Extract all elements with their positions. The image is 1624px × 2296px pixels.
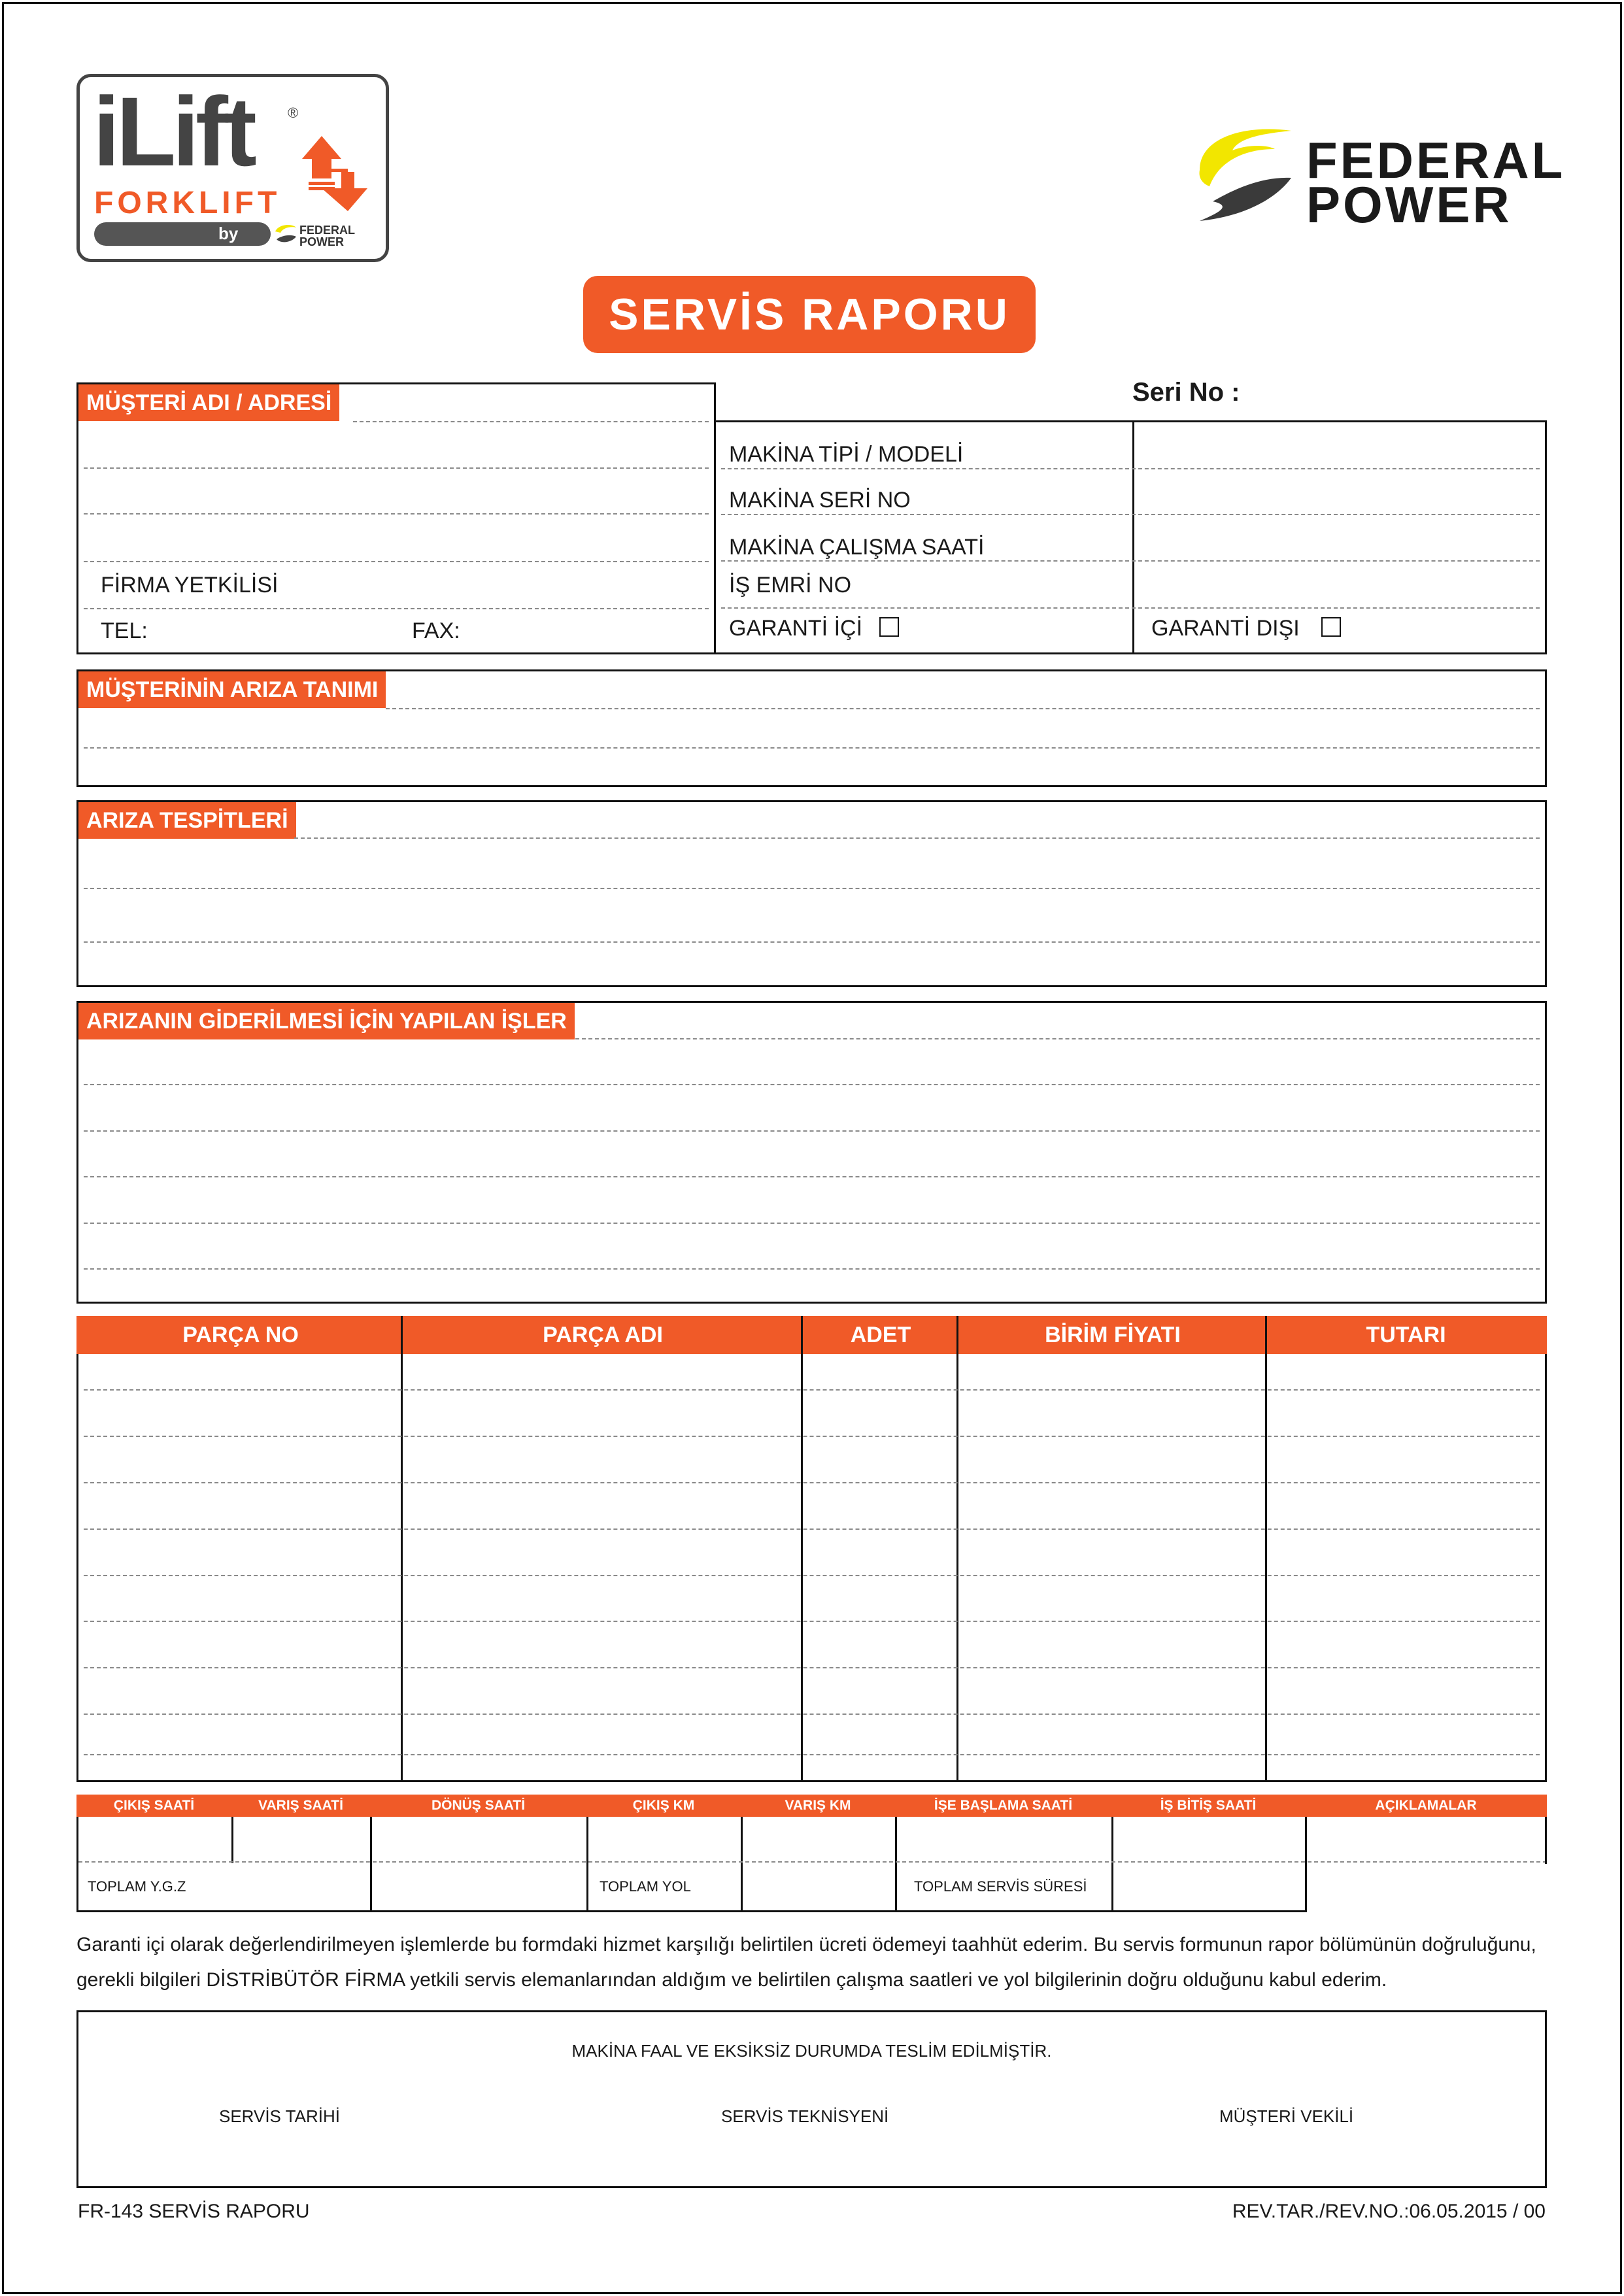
dash-line xyxy=(84,1223,1540,1224)
makina-calisma-label: MAKİNA ÇALIŞMA SAATİ xyxy=(729,535,985,560)
seri-no-label: Seri No : xyxy=(1132,378,1240,407)
dash-line xyxy=(84,1389,1540,1391)
dash-line xyxy=(84,608,709,609)
col-divider xyxy=(586,1817,588,1910)
signature-box xyxy=(76,2010,1547,2188)
col-varis-km: VARIŞ KM xyxy=(785,1798,851,1813)
dash-line xyxy=(353,421,709,422)
dash-line xyxy=(84,1575,1540,1576)
col-divider xyxy=(956,1316,958,1780)
federal-power-swoosh-icon xyxy=(1187,124,1298,222)
revision-info: REV.TAR./REV.NO.:06.05.2015 / 00 xyxy=(1232,2201,1546,2222)
garanti-disi-checkbox[interactable] xyxy=(1321,617,1341,637)
ariza-tanimi-box xyxy=(76,669,1547,787)
customer-tab: MÜŞTERİ ADI / ADRESİ xyxy=(78,384,339,421)
federal-power-mini-icon xyxy=(273,222,299,246)
dash-line xyxy=(84,941,1540,943)
dash-line xyxy=(84,1130,1540,1132)
dash-line xyxy=(721,514,1540,515)
registered-mark: ® xyxy=(288,105,299,121)
yapilan-isler-box xyxy=(76,1001,1547,1304)
garanti-ici-label: GARANTİ İÇİ xyxy=(729,616,863,641)
ilift-subtitle: FORKLIFT xyxy=(94,186,281,220)
dash-line xyxy=(84,1436,1540,1437)
col-ise-baslama: İŞE BAŞLAMA SAATİ xyxy=(934,1798,1073,1813)
ilift-logo xyxy=(76,74,389,262)
dash-line xyxy=(721,468,1540,469)
servis-teknisyeni-label: SERVİS TEKNİSYENİ xyxy=(721,2106,889,2126)
col-varis-saati: VARIŞ SAATİ xyxy=(258,1798,343,1813)
firma-yetkilisi-label: FİRMA YETKİLİSİ xyxy=(101,573,279,598)
ariza-tanimi-tab: MÜŞTERİNİN ARIZA TANIMI xyxy=(78,671,386,708)
col-divider xyxy=(370,1817,372,1910)
col-divider xyxy=(1111,1817,1113,1910)
parts-table xyxy=(76,1316,1547,1782)
ilift-by: by xyxy=(218,224,239,243)
dash-line xyxy=(386,708,1540,709)
garanti-disi-label: GARANTİ DIŞI xyxy=(1151,616,1300,641)
dash-line xyxy=(84,1667,1540,1668)
up-down-arrows-icon xyxy=(296,129,387,221)
toplam-servis-suresi-label: TOPLAM SERVİS SÜRESİ xyxy=(914,1878,1087,1895)
col-aciklamalar: AÇIKLAMALAR xyxy=(1375,1798,1477,1813)
customer-box xyxy=(76,382,716,654)
col-parca-adi: PARÇA ADI xyxy=(543,1323,663,1347)
dash-line xyxy=(84,513,709,515)
machine-divider xyxy=(1132,422,1134,652)
dash-line xyxy=(84,467,709,469)
ilift-partner-line1: FEDERAL xyxy=(299,224,355,237)
machine-box xyxy=(714,420,1547,654)
yapilan-isler-tab: ARIZANIN GİDERİLMESİ İÇİN YAPILAN İŞLER xyxy=(78,1003,575,1039)
col-divider xyxy=(801,1316,803,1780)
ilift-partner-line2: POWER xyxy=(299,235,345,248)
dash-line xyxy=(84,1084,1540,1085)
toplam-ygz-label: TOPLAM Y.G.Z xyxy=(88,1878,186,1895)
page-title: SERVİS RAPORU xyxy=(609,290,1010,339)
ilift-brand: iLift xyxy=(93,76,253,186)
col-adet: ADET xyxy=(850,1323,911,1347)
federal-power-line2: POWER xyxy=(1306,176,1512,233)
musteri-vekili-label: MÜŞTERİ VEKİLİ xyxy=(1219,2106,1354,2126)
col-parca-no: PARÇA NO xyxy=(182,1323,299,1347)
is-emri-label: İŞ EMRİ NO xyxy=(729,573,852,598)
federal-power-line1: FEDERAL xyxy=(1306,131,1566,189)
dash-line xyxy=(84,1268,1540,1270)
ariza-tespitleri-tab: ARIZA TESPİTLERİ xyxy=(78,802,296,839)
dash-line xyxy=(575,1038,1540,1039)
statement-line1: Garanti içi olarak değerlendirilmeyen işlemlerde bu formdaki hizmet karşılığı belirtilen ücreti ödemeyi taahhüt ederim. Bu servis formunun rapor bölümünün doğruluğunu, xyxy=(76,1934,1536,1955)
col-divider xyxy=(895,1817,897,1910)
ilift-bar xyxy=(94,222,271,246)
col-donus-saati: DÖNÜŞ SAATİ xyxy=(431,1798,526,1813)
page-title-badge xyxy=(583,276,1036,353)
makina-tipi-label: MAKİNA TİPİ / MODELİ xyxy=(729,442,964,467)
dash-line xyxy=(84,1754,1540,1755)
statement-line2: gerekli bilgileri DİSTRİBÜTÖR FİRMA yetkili servis elemanlarından aldığım ve belirtilen çalışma saatleri ve yol bilgilerinin doğru olduğunu kabul ederim. xyxy=(76,1969,1387,1991)
dash-line xyxy=(84,747,1540,749)
fax-label: FAX: xyxy=(412,618,460,643)
col-birim-fiyati: BİRİM FİYATI xyxy=(1045,1323,1181,1347)
tel-label: TEL: xyxy=(101,618,148,643)
col-cikis-saati: ÇIKIŞ SAATİ xyxy=(113,1798,195,1813)
dash-line xyxy=(721,560,1540,562)
col-cikis-km: ÇIKIŞ KM xyxy=(632,1798,695,1813)
dash-line xyxy=(84,1714,1540,1715)
servis-tarihi-label: SERVİS TARİHİ xyxy=(219,2106,340,2126)
time-table-body xyxy=(76,1817,1307,1912)
garanti-ici-checkbox[interactable] xyxy=(879,617,899,637)
dash-line xyxy=(84,1621,1540,1622)
dash-line xyxy=(84,561,709,562)
ilift-brand-text xyxy=(93,76,253,186)
makina-seri-label: MAKİNA SERİ NO xyxy=(729,488,911,513)
signature-heading: MAKİNA FAAL VE EKSİKSİZ DURUMDA TESLİM EDİLMİŞTİR. xyxy=(571,2041,1052,2061)
dash-line xyxy=(84,1528,1540,1530)
dash-line xyxy=(84,1176,1540,1177)
form-code: FR-143 SERVİS RAPORU xyxy=(78,2201,310,2222)
col-divider xyxy=(741,1817,743,1910)
time-table-header xyxy=(76,1795,1547,1817)
dash-line xyxy=(721,607,1540,609)
col-divider xyxy=(401,1316,403,1780)
toplam-yol-label: TOPLAM YOL xyxy=(600,1878,691,1895)
col-divider xyxy=(1265,1316,1267,1780)
dash-line xyxy=(84,1482,1540,1483)
aciklamalar-cell xyxy=(1305,1817,1547,1864)
ariza-tespitleri-box xyxy=(76,800,1547,987)
dash-line xyxy=(294,837,1540,839)
col-divider xyxy=(231,1817,233,1863)
col-tutari: TUTARI xyxy=(1366,1323,1446,1347)
col-is-bitis: İŞ BİTİŞ SAATİ xyxy=(1160,1798,1257,1813)
dash-line xyxy=(84,888,1540,889)
